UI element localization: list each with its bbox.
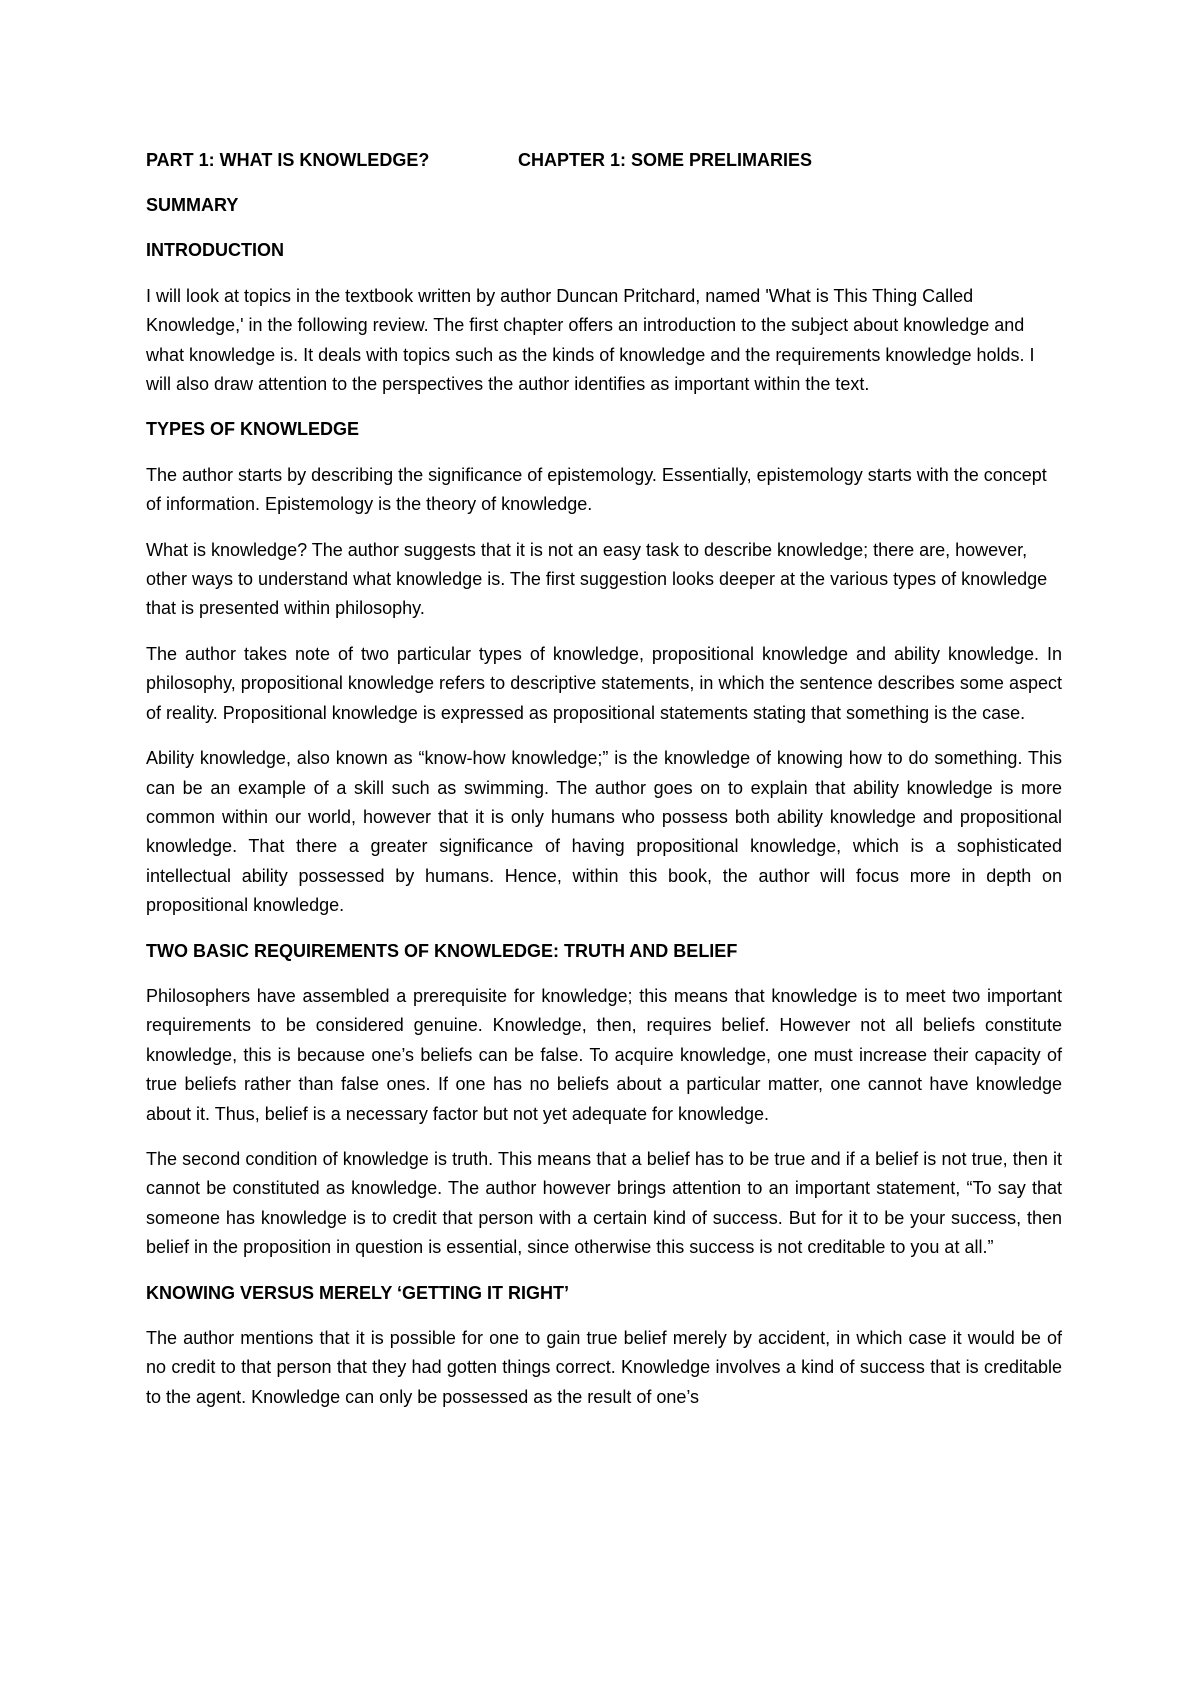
types-paragraph-3: The author takes note of two particular types of knowledge, propositional knowledge and ability knowledge. In philosophy, propositional knowledge refers to descriptive statements, in which the sentence describes some aspect of reality. Propositional knowledge is expressed as propositional statements stating that something is the case. (146, 643, 1062, 723)
types-paragraph-4: Ability knowledge, also known as “know-how knowledge;” is the knowledge of knowing how to do something. This can be an example of a skill such as swimming. The author goes on to explain that ability knowledge is more common within our world, however that it is only humans who possess both ability knowledge and propositional knowledge. That there a greater significance of having propositional knowledge, which is a sophisticated intellectual ability possessed by humans. Hence, within this book, the author will focus more in depth on propositional knowledge. (146, 748, 1062, 916)
types-paragraph-2: What is knowledge? The author suggests that it is not an easy task to describe knowledge; there are, however, other ways to understand what knowledge is. The first suggestion looks deeper at the various types of knowledge that is presented within philosophy. (146, 539, 1048, 619)
chapter-title: CHAPTER 1: SOME PRELIMARIES (518, 150, 813, 170)
part-title: PART 1: WHAT IS KNOWLEDGE? (146, 150, 430, 170)
types-paragraph-1: The author starts by describing the significance of epistemology. Essentially, epistemology starts with the concept of information. Epistemology is the theory of knowledge. (146, 464, 1047, 515)
introduction-heading: INTRODUCTION (146, 240, 284, 261)
requirements-paragraph-1: Philosophers have assembled a prerequisite for knowledge; this means that knowledge is to meet two important requirements to be considered genuine. Knowledge, then, requires belief. However not all beliefs constitute knowledge, this is because one’s beliefs can be false. To acquire knowledge, one must increase their capacity of true beliefs rather than false ones. If one has no beliefs about a particular matter, one cannot have knowledge about it. Thus, belief is a necessary factor but not yet adequate for knowledge. (146, 985, 1062, 1124)
summary-heading: SUMMARY (146, 195, 239, 215)
types-heading: TYPES OF KNOWLEDGE (146, 419, 360, 440)
document-header (146, 146, 1062, 175)
introduction-paragraph: I will look at topics in the textbook written by author Duncan Pritchard, named 'What is This Thing Called Knowledge,' in the following review. The first chapter offers an introduction to the subject about knowledge and what knowledge is. It deals with topics such as the kinds of knowledge and the requirements knowledge holds. I will also draw attention to the perspectives the author identifies as important within the text. (146, 285, 1035, 395)
requirements-heading: TWO BASIC REQUIREMENTS OF KNOWLEDGE: TRUTH AND BELIEF (146, 940, 738, 961)
knowing-heading: KNOWING VERSUS MERELY ‘GETTING IT RIGHT’ (146, 1282, 570, 1303)
document-page (146, 146, 1062, 1412)
requirements-paragraph-2: The second condition of knowledge is truth. This means that a belief has to be true and if a belief is not true, then it cannot be constituted as knowledge. The author however brings attention to an important statement, “To say that someone has knowledge is to credit that person with a certain kind of success. But for it to be your success, then belief in the proposition in question is essential, since otherwise this success is not creditable to you at all.” (146, 1148, 1062, 1258)
knowing-paragraph-1: The author mentions that it is possible for one to gain true belief merely by accident, in which case it would be of no credit to that person that they had gotten things correct. Knowledge involves a kind of success that is creditable to the agent. Knowledge can only be possessed as the result of one’s (146, 1328, 1062, 1407)
